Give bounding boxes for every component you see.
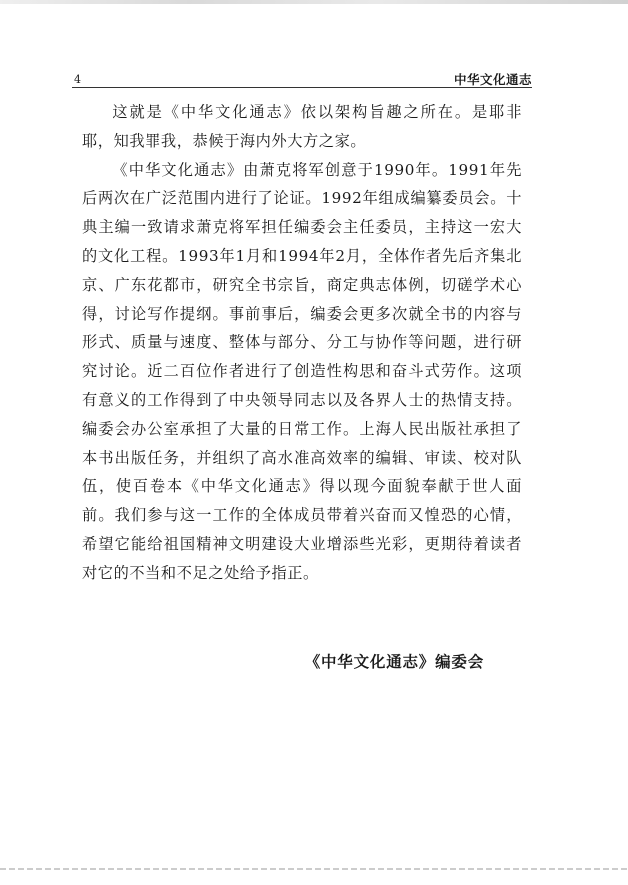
running-head-title: 中华文化通志 (453, 72, 532, 87)
paragraph-1: 这就是《中华文化通志》依以架构旨趣之所在。是耶非耶，知我罪我，恭候于海内外大方之家。 (82, 103, 522, 150)
body-text (82, 98, 522, 588)
scan-edge-top (0, 0, 628, 4)
signature: 《中华文化通志》编委会 (304, 653, 484, 671)
scan-edge-bottom (0, 868, 628, 870)
page-number: 4 (74, 73, 81, 86)
paragraph-2: 《中华文化通志》由萧克将军创意于1990年。1991年先后两次在广泛范围内进行了论证。1992年组成编纂委员会。十典主编一致请求萧克将军担任编委会主任委员，主持这一宏大的文化工程。1993年1月和1994年2月，全体作者先后齐集北京、广东花都市，研究全书宗旨，商定典志体例，切磋学术心得，讨论写作提纲。事前事后，编委会更多次就全书的内容与形式、质量与速度、整体与部分、分工与协作等问题，进行研究讨论。近二百位作者进行了创造性构思和奋斗式劳作。这项有意义的工作得到了中央领导同志以及各界人士的热情支持。编委会办公室承担了大量的日常工作。上海人民出版社承担了本书出版任务，并组织了高水准高效率的编辑、审读、校对队伍，使百卷本《中华文化通志》得以现今面貌奉献于世人面前。我们参与这一工作的全体成员带着兴奋而又惶恐的心情，希望它能给祖国精神文明建设大业增添些光彩，更期待着读者对它的不当和不足之处给予指正。 (82, 160, 522, 582)
header-rule (72, 87, 532, 88)
